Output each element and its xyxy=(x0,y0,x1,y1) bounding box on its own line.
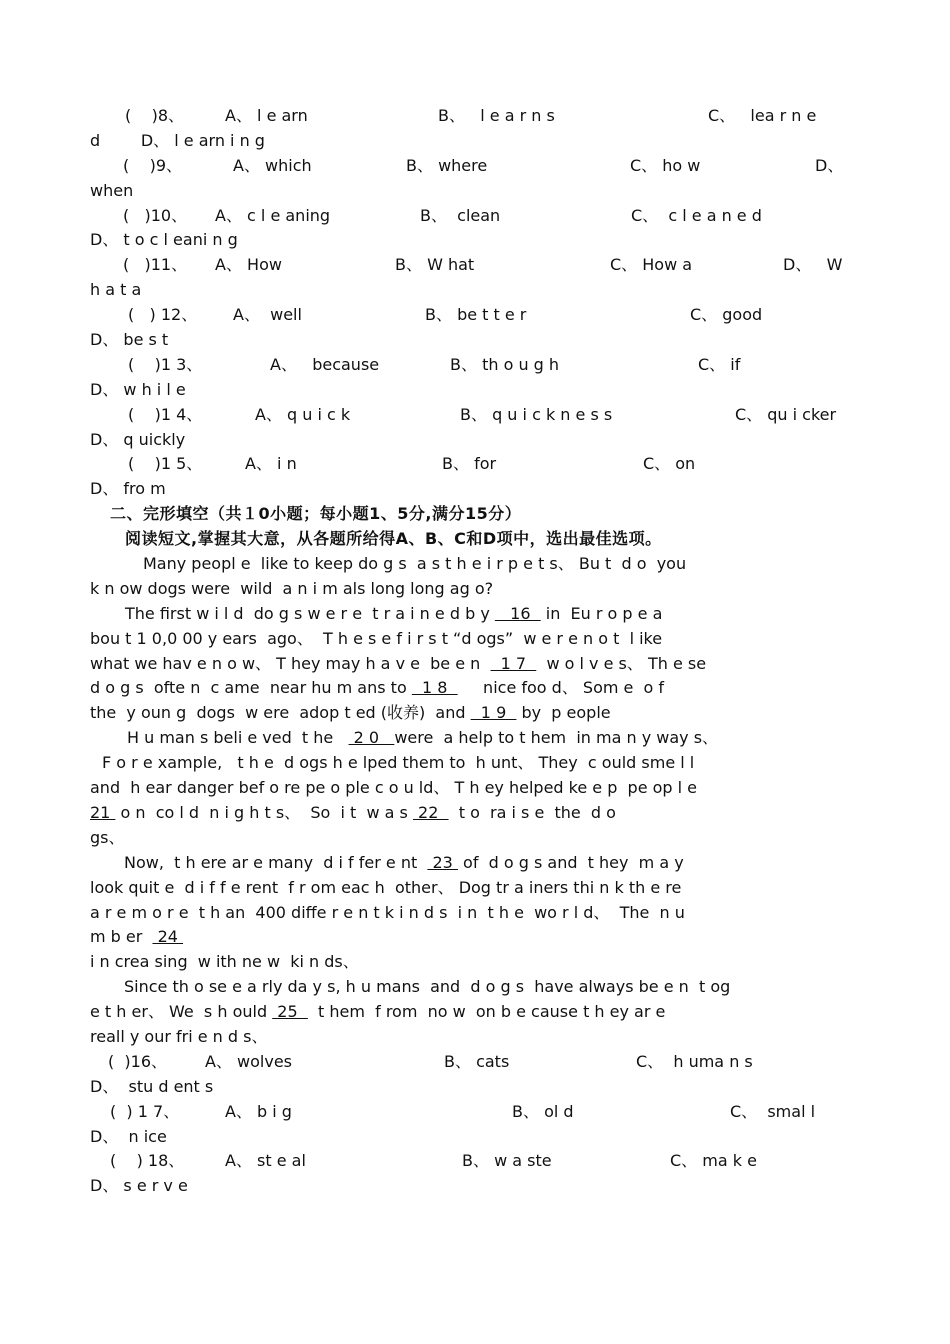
option-c: C、 c l e a n e d xyxy=(631,205,762,225)
question-number: ( )11、 xyxy=(123,255,188,275)
option-d: D、 xyxy=(815,155,844,175)
passage-text: by p eople xyxy=(516,703,611,723)
question-18 xyxy=(90,1149,860,1174)
question-number: ( ) 12、 xyxy=(128,305,198,325)
question-8 xyxy=(90,104,860,129)
option-a: A、 How xyxy=(215,255,282,275)
question-number: ( )1 3、 xyxy=(128,354,203,374)
passage-line: bou t 1 0,0 00 y ears ago、 T h e s e f i r s t “d ogs” w e r e n o t l ike xyxy=(90,628,663,648)
passage-line: Many peopl e like to keep do g s a s t h e i r p e t s、 Bu t d o you xyxy=(143,554,687,574)
option-c: C、 How a xyxy=(610,255,693,275)
blank-19: 1 9 xyxy=(470,703,517,723)
option-a: A、 well xyxy=(233,305,302,325)
option-b: B、 where xyxy=(406,155,488,175)
option-a: A、 st e al xyxy=(225,1151,306,1171)
question-9 xyxy=(90,154,860,179)
option-a: A、 because xyxy=(270,354,380,374)
question-number: ( )9、 xyxy=(123,155,183,175)
question-15 xyxy=(90,452,860,477)
question-number: ( ) 1 7、 xyxy=(110,1101,180,1121)
question-14 xyxy=(90,403,860,428)
option-b: B、 ol d xyxy=(512,1101,574,1121)
question-11-continued: h a t a xyxy=(90,280,142,300)
option-b: B、 be t t e r xyxy=(425,305,527,325)
passage-text: what we hav e n o w、 T hey may h a v e be e n xyxy=(90,653,491,673)
blank-23: 23 xyxy=(427,852,458,872)
blank-17: 1 7 xyxy=(490,653,537,673)
passage-text: t hem f rom no w on b e cause t h ey ar e xyxy=(307,1002,666,1022)
option-a: A、 wolves xyxy=(205,1051,293,1071)
option-b: B、 cats xyxy=(444,1051,510,1071)
option-b: B、 q u i c k n e s s xyxy=(460,404,613,424)
passage-line xyxy=(90,726,860,751)
passage-text: the y oun g dogs w ere adop t ed (收养) and xyxy=(90,703,471,723)
passage-text: d o g s ofte n c ame near hu m ans to xyxy=(90,678,412,698)
passage-line: k n ow dogs were wild a n i m als long long ag o? xyxy=(90,578,494,598)
passage-line xyxy=(90,602,860,627)
question-number: ( )10、 xyxy=(123,205,188,225)
option-c: C、 h uma n s xyxy=(636,1051,753,1071)
question-13 xyxy=(90,353,860,378)
passage-text: m b er xyxy=(90,927,153,947)
blank-18: 1 8 xyxy=(411,678,458,698)
question-number: ( )8、 xyxy=(125,106,185,125)
question-18-continued: D、 s e r v e xyxy=(90,1176,188,1196)
passage-line: and h ear danger bef o re pe o ple c o u ld、 T h ey helped ke e p pe op l e xyxy=(90,778,698,798)
blank-25: 25 xyxy=(272,1002,308,1022)
question-number: ( )16、 xyxy=(108,1051,168,1071)
blank-24: 24 xyxy=(152,927,184,947)
section-title: 二、完形填空（共１0小题；每小题1、5分,满分15分） xyxy=(110,504,522,524)
passage-line: Since th o se e a rly da y s, h u mans and d o g s have always be e n t og xyxy=(124,977,731,997)
blank-21: 21 xyxy=(90,802,116,822)
passage-text: w o l v e s、 Th e se xyxy=(536,653,707,673)
question-number: ( )1 4、 xyxy=(128,404,203,424)
option-a: A、 b i g xyxy=(225,1101,292,1121)
passage-line: reall y our fri e n d s、 xyxy=(90,1026,268,1046)
section-instruction: 阅读短文,掌握其大意，从各题所给得A、B、C和D项中，选出最佳选项。 xyxy=(125,529,662,549)
passage-text: o n co l d n i g h t s、 So i t w a s xyxy=(115,802,413,822)
passage-line xyxy=(90,1000,860,1025)
blank-20: 2 0 xyxy=(348,728,395,748)
option-c: C、 qu i cker xyxy=(735,404,837,424)
question-number: ( ) 18、 xyxy=(110,1151,185,1171)
passage-line xyxy=(90,851,860,876)
passage-text: were a help to t hem in ma n y way s、 xyxy=(394,728,719,748)
passage-text: t o ra i s e the d o xyxy=(448,802,616,822)
passage-line xyxy=(90,801,860,826)
passage-text: e t h er、 We s h ould xyxy=(90,1002,273,1022)
question-14-continued: D、 q uickly xyxy=(90,429,186,449)
option-c: C、 ma k e xyxy=(670,1151,757,1171)
passage-line xyxy=(90,652,860,677)
blank-16: 16 xyxy=(494,603,541,623)
option-a: A、 i n xyxy=(245,454,297,474)
question-17-continued: D、 n ice xyxy=(90,1126,167,1146)
passage-line xyxy=(90,701,860,726)
question-9-continued: when xyxy=(90,180,134,200)
option-b: B、 l e a r n s xyxy=(438,106,555,125)
option-c: C、 smal l xyxy=(730,1101,816,1121)
passage-text: H u man s beli e ved t he xyxy=(127,728,349,748)
question-11 xyxy=(90,253,860,278)
passage-text: of d o g s and t hey m a y xyxy=(457,852,684,872)
option-c: C、 if xyxy=(698,354,741,374)
passage-line: i n crea sing w ith ne w ki n ds、 xyxy=(90,952,359,972)
blank-22: 22 xyxy=(412,802,449,822)
passage-text: The first w i l d do g s w e r e t r a i n e d b y xyxy=(125,603,495,623)
question-15-continued: D、 fro m xyxy=(90,479,166,499)
question-12 xyxy=(90,303,860,328)
option-b: B、 for xyxy=(442,454,497,474)
option-d: D、 W xyxy=(783,255,843,275)
option-c: C、 on xyxy=(643,454,696,474)
option-a: A、 l e arn xyxy=(225,106,308,125)
option-a: A、 which xyxy=(233,155,312,175)
passage-line: gs、 xyxy=(90,827,125,847)
passage-line: F o r e xample, t h e d ogs h e lped them to h unt、 They c ould sme l l xyxy=(102,753,695,773)
option-c: C、 lea r n e xyxy=(708,106,817,125)
document-page xyxy=(90,104,860,1199)
passage-text: Now, t h ere ar e many d i f fer e nt xyxy=(124,852,428,872)
option-b: B、 clean xyxy=(420,205,501,225)
option-c: C、 ho w xyxy=(630,155,701,175)
question-10-continued: D、 t o c l eani n g xyxy=(90,230,238,250)
option-a: A、 c l e aning xyxy=(215,205,331,225)
question-16-continued: D、 stu d ent s xyxy=(90,1076,214,1096)
option-b: B、 th o u g h xyxy=(450,354,560,374)
question-12-continued: D、 be s t xyxy=(90,330,169,350)
passage-text: nice foo d、 Som e o f xyxy=(457,678,665,698)
passage-line xyxy=(90,925,860,950)
passage-line: a r e m o r e t h an 400 diffe r e n t k i n d s i n t h e wo r l d、 The n u xyxy=(90,902,685,922)
option-a: A、 q u i c k xyxy=(255,404,351,424)
question-13-continued: D、 w h i l e xyxy=(90,379,186,399)
passage-text: in Eu r o p e a xyxy=(540,603,663,623)
question-number: ( )1 5、 xyxy=(128,454,203,474)
question-8-continued: d D、 l e arn i n g xyxy=(90,130,265,150)
question-10 xyxy=(90,204,860,229)
question-17 xyxy=(90,1100,860,1125)
passage-line xyxy=(90,676,860,701)
passage-line: look quit e d i f f e rent f r om eac h other、 Dog tr a iners thi n k th e re xyxy=(90,877,682,897)
option-b: B、 w a ste xyxy=(462,1151,552,1171)
option-b: B、 W hat xyxy=(395,255,475,275)
question-16 xyxy=(90,1050,860,1075)
option-c: C、 good xyxy=(690,305,763,325)
